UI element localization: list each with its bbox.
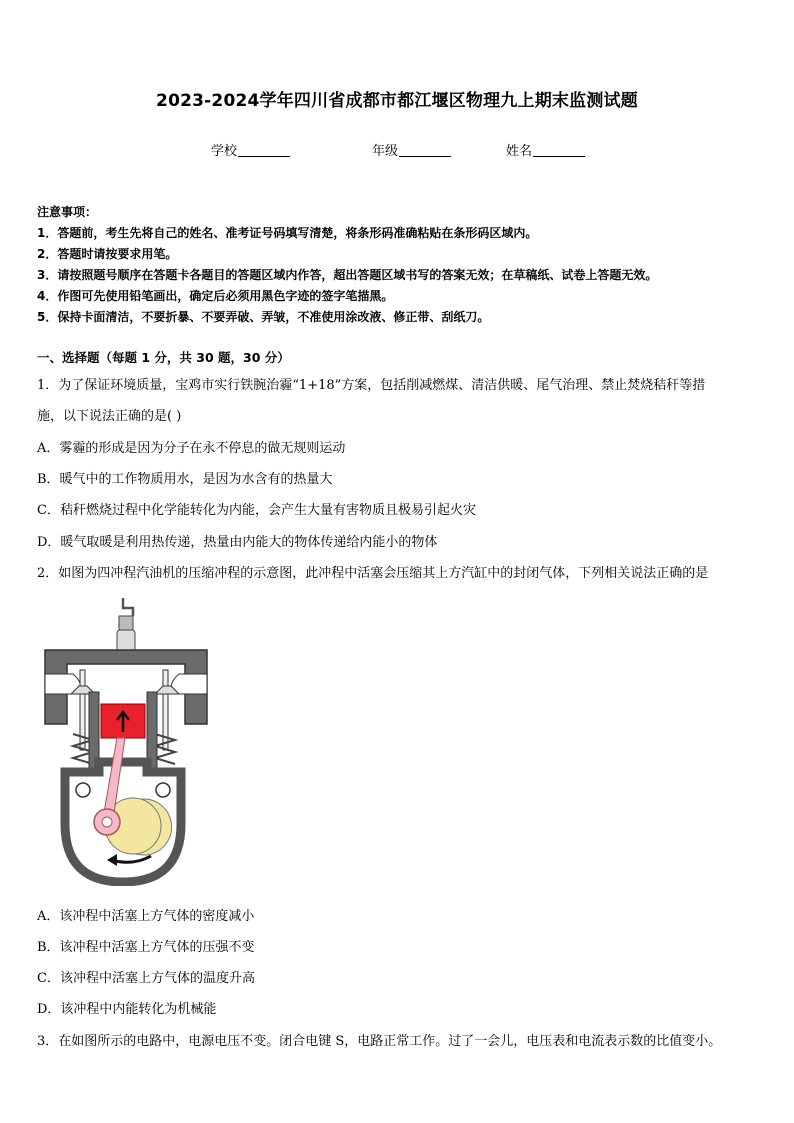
q2-option-a: A．该冲程中活塞上方气体的密度减小 — [37, 909, 255, 924]
notice-item: 4．作图可先使用铅笔画出，确定后必须用黑色字迹的签字笔描黑。 — [37, 289, 394, 303]
grade-field — [372, 140, 451, 159]
name-blank[interactable] — [533, 143, 585, 157]
notice-heading: 注意事项： — [37, 205, 98, 219]
exam-title: 2023-2024学年四川省成都市都江堰区物理九上期末监测试题 — [156, 91, 638, 111]
school-label: 学校 — [211, 144, 238, 159]
q1-option-c: C．秸秆燃烧过程中化学能转化为内能，会产生大量有害物质且极易引起火灾 — [37, 503, 476, 518]
q2-option-d: D．该冲程中内能转化为机械能 — [37, 1002, 217, 1017]
notice-item: 2．答题时请按要求用笔。 — [37, 247, 178, 261]
q3-stem: 3．在如图所示的电路中，电源电压不变。闭合电键 S，电路正常工作。过了一会儿，电压表和电流表示数的比值变小。 — [37, 1034, 722, 1049]
q1-stem-cont: 施，以下说法正确的是( ) — [37, 409, 182, 424]
section-heading: 一、选择题（每题 1 分，共 30 题，30 分） — [37, 350, 290, 365]
grade-blank[interactable] — [399, 143, 451, 157]
name-label: 姓名 — [506, 144, 533, 159]
school-blank[interactable] — [238, 143, 290, 157]
q1-stem: 1．为了保证环境质量，宝鸡市实行铁腕治霾“1+18”方案，包括削减燃煤、清洁供暖、尾气治理、禁止焚烧秸秆等措 — [37, 378, 706, 393]
school-field — [211, 140, 290, 159]
q2-option-c: C．该冲程中活塞上方气体的温度升高 — [37, 971, 255, 986]
notice-item: 5．保持卡面清洁，不要折暴、不要弄破、弄皱，不准使用涂改液、修正带、刮纸刀。 — [37, 310, 490, 324]
engine-compression-stroke-figure — [37, 594, 209, 886]
q1-option-b: B．暖气中的工作物质用水，是因为水含有的热量大 — [37, 472, 333, 487]
notice-item: 3．请按照题号顺序在答题卡各题目的答题区域内作答，超出答题区域书写的答案无效；在草稿纸、试卷上答题无效。 — [37, 268, 658, 282]
q2-stem: 2．如图为四冲程汽油机的压缩冲程的示意图，此冲程中活塞会压缩其上方汽缸中的封闭气体，下列相关说法正确的是 — [37, 566, 709, 581]
q1-option-a: A．雾霾的形成是因为分子在永不停息的做无规则运动 — [37, 441, 346, 456]
name-field — [506, 140, 585, 159]
q2-option-b: B．该冲程中活塞上方气体的压强不变 — [37, 940, 255, 955]
grade-label: 年级 — [372, 144, 399, 159]
notice-item: 1．答题前，考生先将自己的姓名、准考证号码填写清楚，将条形码准确粘贴在条形码区域内。 — [37, 226, 538, 240]
q1-option-d: D．暖气取暖是利用热传递，热量由内能大的物体传递给内能小的物体 — [37, 535, 438, 550]
